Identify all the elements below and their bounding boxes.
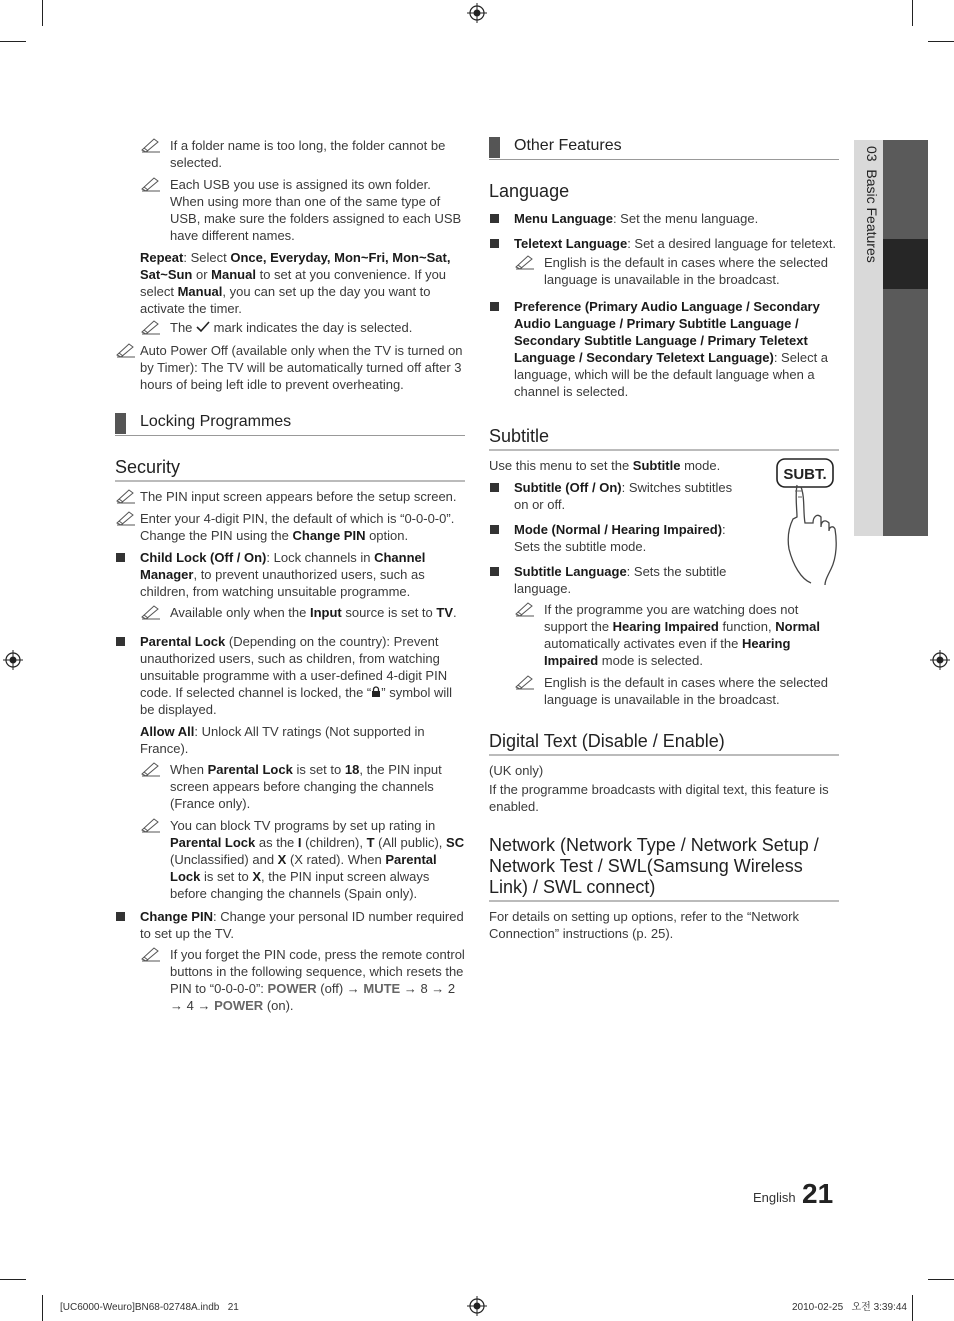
bullet-change-pin: Change PIN: Change your personal ID number required to set up the TV. If you forget the PIN code, press the remote control buttons in the following sequence, which resets the PIN to “0-0-0-0”: POWER (off) → MUTE → 8 → 2 → 4 → POWER (on).: [115, 908, 465, 1014]
square-bullet-icon: [490, 483, 499, 492]
section-title: Other Features: [514, 137, 622, 154]
note-item: The PIN input screen appears before the setup screen.: [115, 488, 465, 505]
square-bullet-icon: [490, 302, 499, 311]
note-item: English is the default in cases where the selected language is unavailable in the broadcast.: [514, 674, 839, 708]
lock-icon: [371, 686, 381, 698]
note-item: If the programme you are watching does not support the Hearing Impaired function, Normal automatically activates even if the Hearing Impaired mode is selected.: [514, 601, 839, 669]
section-title: Locking Programmes: [140, 413, 292, 430]
registration-mark-icon: [930, 650, 950, 670]
pencil-note-icon: [115, 510, 137, 526]
pencil-note-icon: [140, 176, 162, 192]
square-bullet-icon: [116, 553, 125, 562]
right-column: [489, 137, 839, 942]
footer-language: English: [753, 1190, 796, 1205]
square-bullet-icon: [490, 239, 499, 248]
note-text: If a folder name is too long, the folder cannot be selected.: [170, 138, 446, 170]
bullet-menu-language: Menu Language: Set the menu language.: [489, 210, 839, 227]
crop-mark: [928, 1279, 954, 1280]
pencil-note-icon: [140, 604, 162, 620]
pencil-note-icon: [514, 254, 536, 270]
chapter-tab-label: [860, 146, 880, 296]
imprint-date: 2010-02-25 오전 3:39:44: [792, 1302, 907, 1313]
square-bullet-icon: [490, 525, 499, 534]
digital-description: If the programme broadcasts with digital text, this feature is enabled.: [489, 782, 829, 814]
note-item: [115, 342, 465, 393]
bullet-subtitle-language: Subtitle Language: Sets the subtitle language. If the programme you are watching does not support the Hearing Impaired function, Normal automatically activates even if the Hearing Impaired mode is selected. English is the default in cases where the selected language is unavailable in the broadcast.: [489, 563, 839, 708]
chapter-title: Basic Features: [864, 169, 880, 263]
pencil-note-icon: [140, 946, 162, 962]
chapter-tab-current: [883, 239, 928, 289]
repeat-paragraph: Repeat: Select Once, Everyday, Mon~Fri, Mon~Sat, Sat~Sun or Manual to set at you convenience. If you select Manual, you can set up the day you want to activate the timer. The mark indicates the day is selected.: [115, 249, 465, 336]
registration-mark-icon: [467, 3, 487, 23]
subt-button-label: SUBT.: [783, 466, 827, 483]
pencil-note-icon: [140, 817, 162, 833]
note-text: Each USB you use is assigned its own folder. When using more than one of the same type of USB, make sure the folders assigned to each USB have different names.: [170, 177, 462, 243]
heading-network: Network (Network Type / Network Setup / Network Test / SWL(Samsung Wireless Link) / SWL connect): [489, 835, 839, 902]
note-item: English is the default in cases where the selected language is unavailable in the broadcast.: [514, 254, 839, 288]
heading-subtitle: Subtitle: [489, 425, 839, 451]
crop-mark: [0, 41, 26, 42]
check-mark-icon: [196, 321, 210, 333]
pencil-note-icon: [140, 137, 162, 153]
note-item: [140, 137, 465, 171]
bullet-subtitle-mode: Mode (Normal / Hearing Impaired): Sets the subtitle mode.: [489, 521, 739, 555]
square-bullet-icon: [116, 637, 125, 646]
pencil-note-icon: [514, 674, 536, 690]
section-bar: [115, 413, 126, 434]
square-bullet-icon: [116, 912, 125, 921]
page-number: 21: [802, 1178, 834, 1209]
subtitle-block: [489, 457, 839, 708]
crop-mark: [42, 1295, 43, 1321]
note-item: If you forget the PIN code, press the remote control buttons in the following sequence, which resets the PIN to “0-0-0-0”: POWER (off) → MUTE → 8 → 2 → 4 → POWER (on).: [140, 946, 465, 1014]
digital-uk-only: (UK only): [489, 763, 544, 778]
pencil-note-icon: [140, 319, 162, 335]
chapter-number: 03: [864, 146, 880, 162]
bullet-child-lock: Child Lock (Off / On): Lock channels in Channel Manager, to prevent unauthorized users, such as children, from watching unsuitable programme. Available only when the Input source is set to TV.: [115, 549, 465, 621]
square-bullet-icon: [490, 214, 499, 223]
crop-mark: [42, 0, 43, 26]
note-item: Available only when the Input source is set to TV.: [140, 604, 465, 621]
section-locking-programmes: [115, 413, 465, 436]
note-item: When Parental Lock is set to 18, the PIN input screen appears before changing the channels (France only).: [140, 761, 465, 812]
note-text: Auto Power Off (available only when the TV is turned on by Timer): The TV will be automatically turned off after 3 hours of being left idle to prevent overheating.: [140, 343, 463, 392]
imprint-file: [UC6000-Weuro]BN68-02748A.indb 21: [60, 1302, 239, 1313]
heading-language: Language: [489, 181, 570, 201]
pencil-note-icon: [115, 342, 137, 358]
left-column: [115, 137, 465, 1019]
crop-mark: [912, 1295, 913, 1321]
network-description: For details on setting up options, refer to the “Network Connection” instructions (p. 25).: [489, 909, 799, 941]
pencil-note-icon: [140, 761, 162, 777]
bullet-preference: Preference (Primary Audio Language / Secondary Audio Language / Primary Subtitle Language / Secondary Subtitle Language / Primary Teletext Language / Secondary Teletext Language): Select a language, which will be the default language when a channel is selected.: [489, 298, 839, 400]
crop-mark: [912, 0, 913, 26]
crop-mark: [928, 41, 954, 42]
registration-mark-icon: [467, 1296, 487, 1316]
note-item: The mark indicates the day is selected.: [140, 319, 465, 336]
bullet-subtitle-onoff: Subtitle (Off / On): Switches subtitles on or off.: [489, 479, 739, 513]
subtitle-intro: Use this menu to set the Subtitle mode.: [489, 458, 721, 473]
heading-security: Security: [115, 456, 465, 482]
bullet-parental-lock: Parental Lock (Depending on the country): Prevent unauthorized users, such as children, from watching unsuitable programme with a user-defined 4-digit PIN code. If selected channel is locked, the “ ” symbol will be displayed. Allow All: Unlock All TV ratings (Not supported in France). When Parental Lock is set to 18, the PIN input screen appears before changing the channels (France only). You can block TV programs by set up rating in Parental Lock as the I (children), T (All public), SC (Unclassified) and X (X rated). When Parental Lock is set to X, the PIN input screen always before changing the channels (Spain only).: [115, 633, 465, 902]
pencil-note-icon: [514, 601, 536, 617]
registration-mark-icon: [3, 650, 23, 670]
section-bar: [489, 137, 500, 158]
chapter-tab-dark: [883, 140, 928, 536]
crop-mark: [0, 1279, 26, 1280]
note-item: You can block TV programs by set up rating in Parental Lock as the I (children), T (All public), SC (Unclassified) and X (X rated). When Parental Lock is set to X, the PIN input screen always before changing the channels (Spain only).: [140, 817, 465, 902]
bullet-teletext-language: Teletext Language: Set a desired language for teletext. English is the default in cases where the selected language is unavailable in the broadcast.: [489, 235, 839, 288]
pencil-note-icon: [115, 488, 137, 504]
section-other-features: [489, 137, 839, 160]
square-bullet-icon: [490, 567, 499, 576]
heading-digital-text: Digital Text (Disable / Enable): [489, 730, 839, 756]
note-item: Enter your 4-digit PIN, the default of which is “0-0-0-0”. Change the PIN using the Change PIN option.: [115, 510, 465, 544]
note-item: [140, 176, 465, 244]
